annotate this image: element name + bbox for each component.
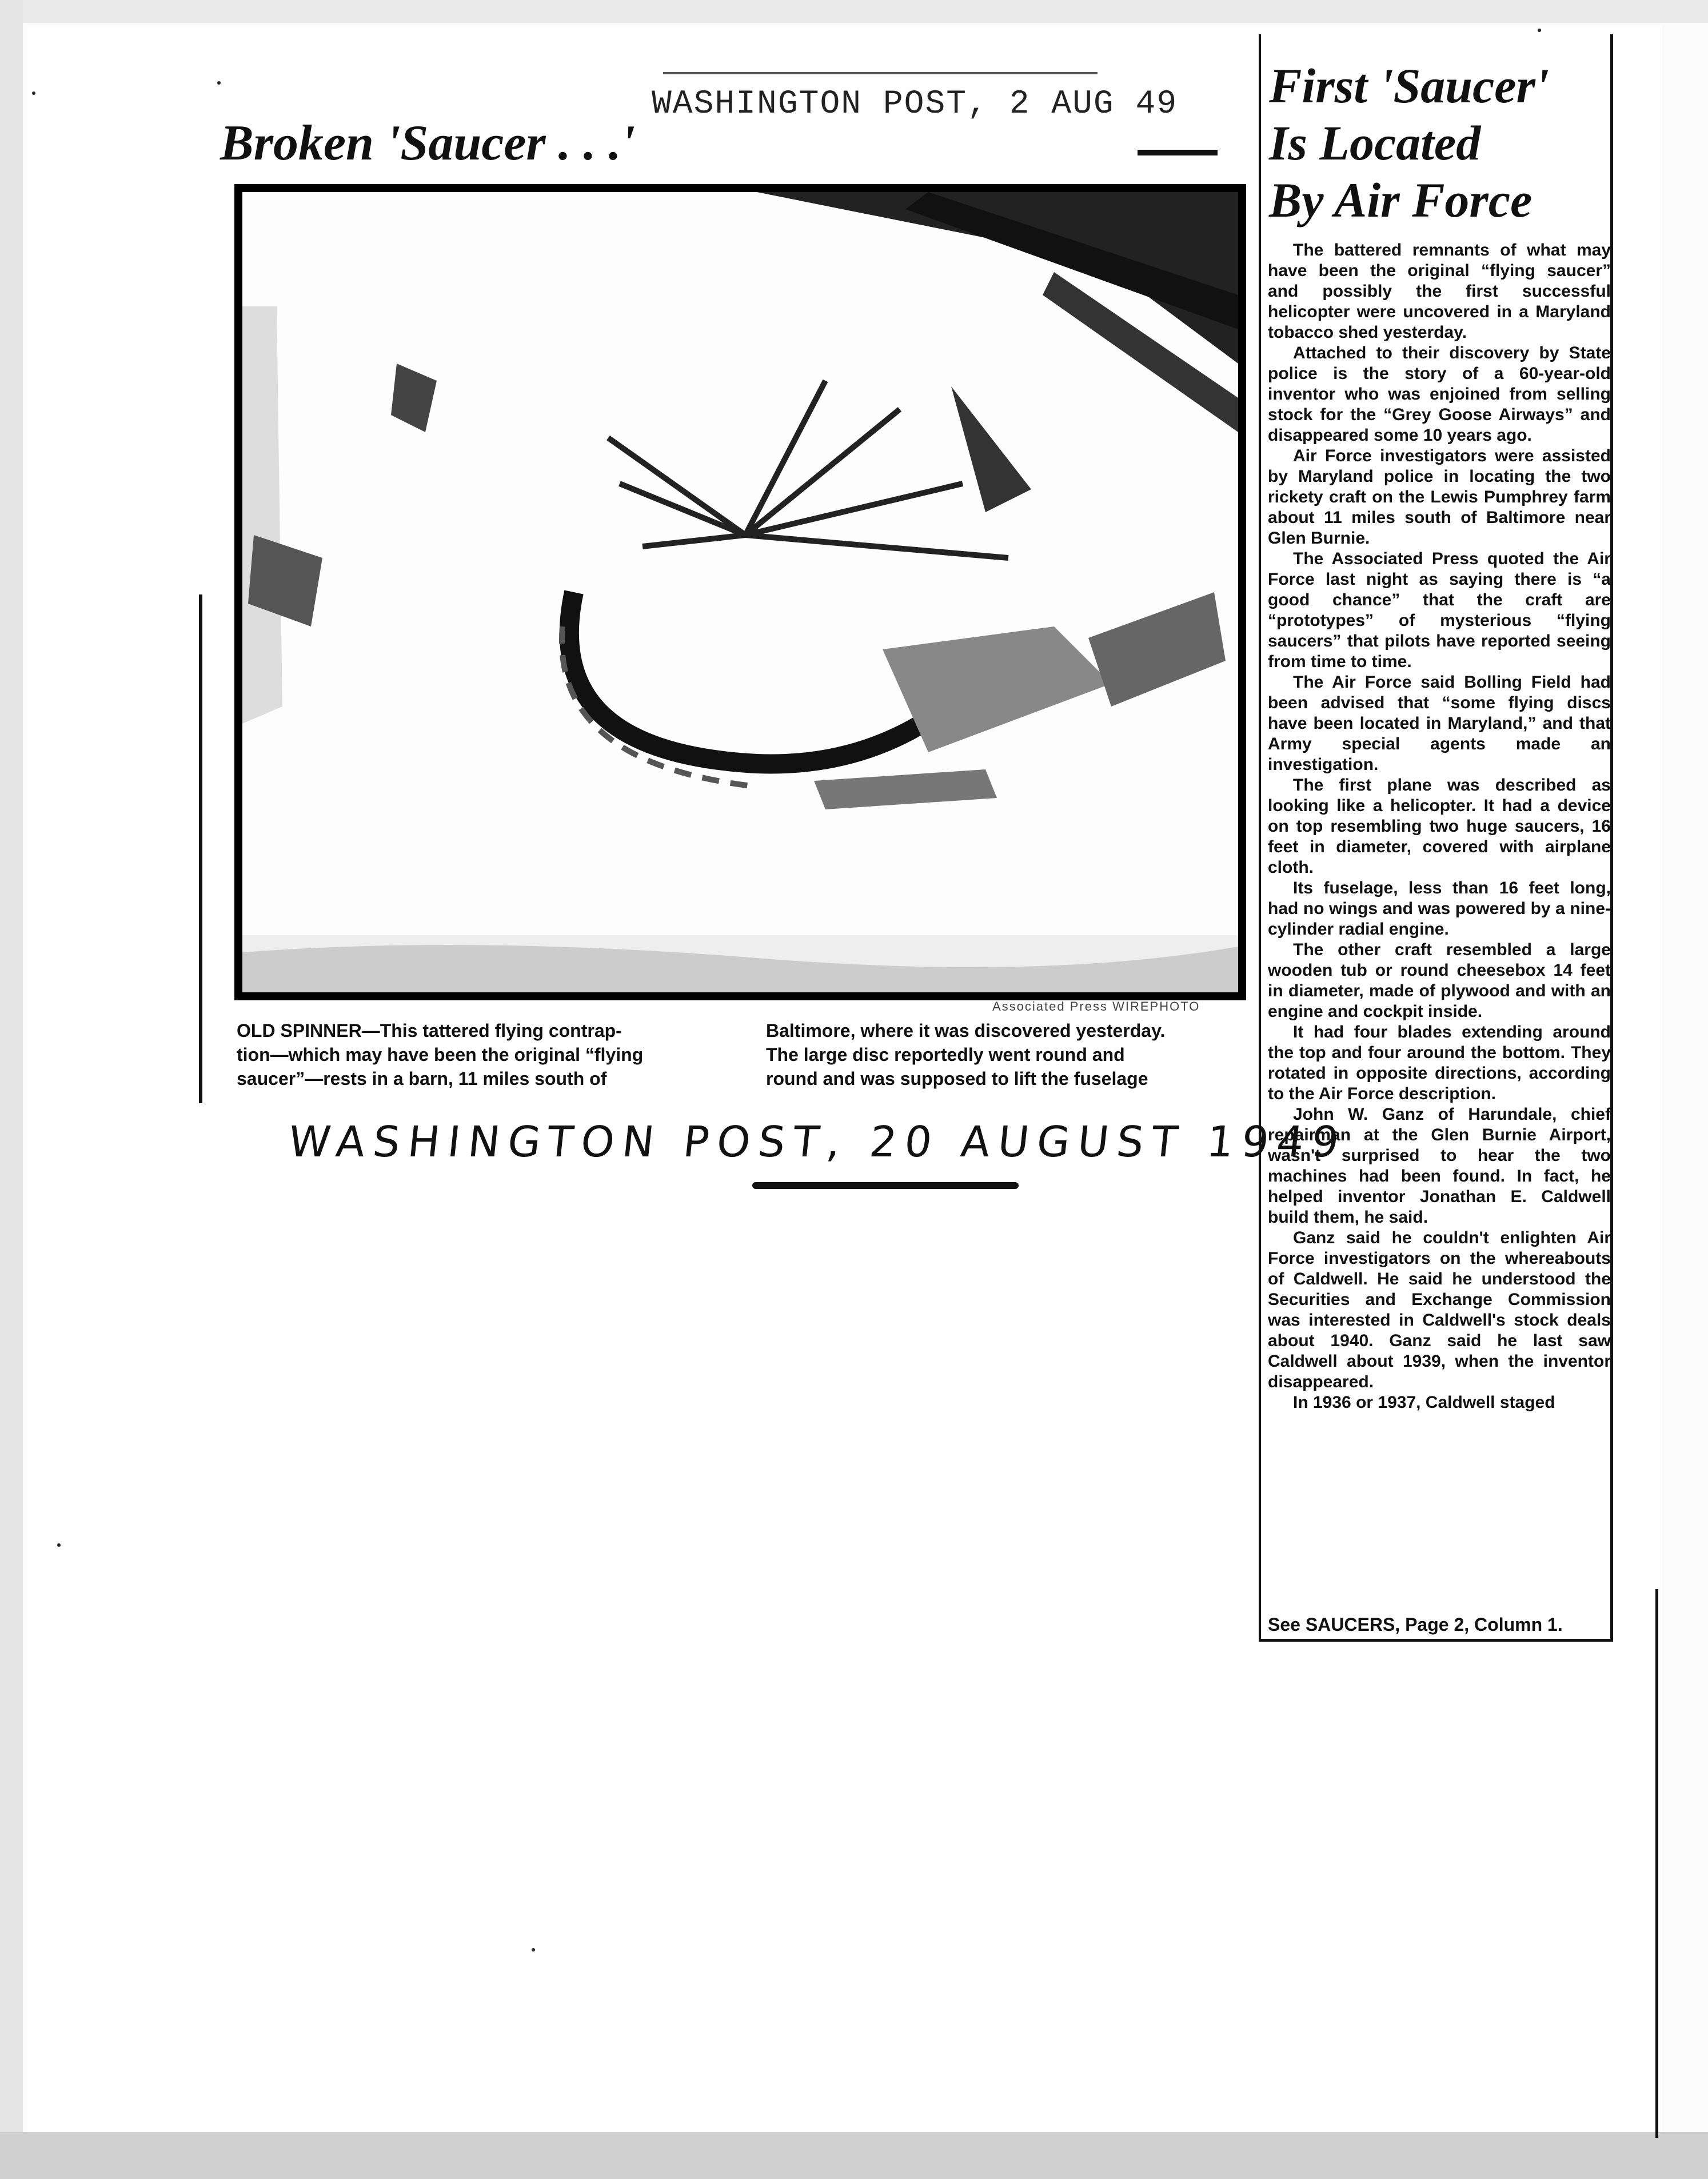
article-paragraph: The first plane was described as looking like a helicopter. It had a device on top resembling two huge saucers, 16 feet in diameter, covered with airplane cloth. — [1268, 776, 1611, 877]
article-paragraph: Its fuselage, less than 16 feet long, had no wings and was powered by a nine-cylinder radial engine. — [1268, 879, 1611, 939]
handwritten-underline — [752, 1182, 1019, 1189]
article-paragraph: In 1936 or 1937, Caldwell staged — [1293, 1393, 1555, 1412]
article-paragraph: John W. Ganz of Harundale, chief repairman at the Glen Burnie Airport, wasn't surprised to hear the two machines had been found. In fact, he helped inventor Jonathan E. Caldwell build them, he said. — [1268, 1105, 1611, 1227]
photo-caption-left: OLD SPINNER—This tattered flying contrap- tion—which may have been the original “flying saucer”—rests in a barn, 11 miles south of — [237, 1020, 644, 1089]
article-paragraph: It had four blades extending around the top and four around the bottom. They rotated in opposite directions, according to the Air Force description. — [1268, 1023, 1611, 1103]
clipping-top-rule — [663, 72, 1098, 74]
article-column — [1259, 34, 1613, 1642]
scan-speck — [217, 81, 221, 85]
article-paragraph: Air Force investigators were assisted by Maryland police in locating the two rickety craft on the Lewis Pumphrey farm about 11 miles south of Baltimore near Glen Burnie. — [1268, 446, 1611, 548]
scan-speck — [1538, 29, 1541, 32]
article-paragraph: The Associated Press quoted the Air Force last night as saying there is “a good chance” that the craft are “prototypes” of mysterious “flying saucers” that pilots have reported seeing from time to time. — [1268, 549, 1611, 671]
photo-caption-right: Baltimore, where it was discovered yesterday. The large disc reportedly went round and round and was supposed to lift the fuselage — [766, 1020, 1166, 1089]
photo-headline: Broken 'Saucer . . .' — [220, 115, 636, 171]
source-stamp: WASHINGTON POST, 2 AUG 49 — [652, 86, 1178, 123]
article-jump-line: See SAUCERS, Page 2, Column 1. — [1268, 1614, 1563, 1635]
scan-edge-top — [0, 0, 1708, 23]
article-paragraph: The Air Force said Bolling Field had been advised that “some flying discs have been located in Maryland,” and that Army special agents made an investigation. — [1268, 673, 1611, 774]
headline-dash — [1138, 150, 1218, 155]
article-paragraph: Attached to their discovery by State police is the story of a 60-year-old inventor who was enjoined from selling stock for the “Grey Goose Airways” and disappeared some 10 years ago. — [1268, 344, 1611, 445]
article-paragraph: The other craft resembled a large wooden tub or round cheesebox 14 feet in diameter, made of plywood and with an engine and cockpit inside. — [1268, 940, 1611, 1021]
scan-speck — [32, 91, 35, 95]
scan-speck — [532, 1948, 535, 1951]
article-paragraph: Ganz said he couldn't enlighten Air Force investigators on the whereabouts of Caldwell. He said he understood the Securities and Exchange Commission was interested in Caldwell's stock deals about 1940. Ganz said he last saw Caldwell about 1939, when the inventor disappeared. — [1268, 1228, 1611, 1391]
scan-speck — [57, 1543, 61, 1547]
flying-saucer-photo — [242, 192, 1238, 992]
wirephoto-frame — [234, 184, 1246, 1000]
article-headline: First 'Saucer' Is Located By Air Force — [1269, 58, 1549, 228]
wirephoto-image — [242, 192, 1238, 992]
handwritten-source-note: WASHINGTON POST, 20 AUGUST 1949 — [286, 1118, 1350, 1167]
clipping-right-rule — [1655, 1589, 1658, 2138]
article-body — [1268, 240, 1611, 1413]
clipping-left-rule — [199, 594, 202, 1103]
article-paragraph: The battered remnants of what may have been the original “flying saucer” and possibly the first successful helicopter were uncovered in a Maryland tobacco shed yesterday. — [1268, 241, 1611, 342]
scan-edge-left — [0, 0, 23, 2179]
scan-edge-bottom — [0, 2132, 1708, 2179]
photo-credit: Associated Press WIREPHOTO — [992, 999, 1200, 1013]
